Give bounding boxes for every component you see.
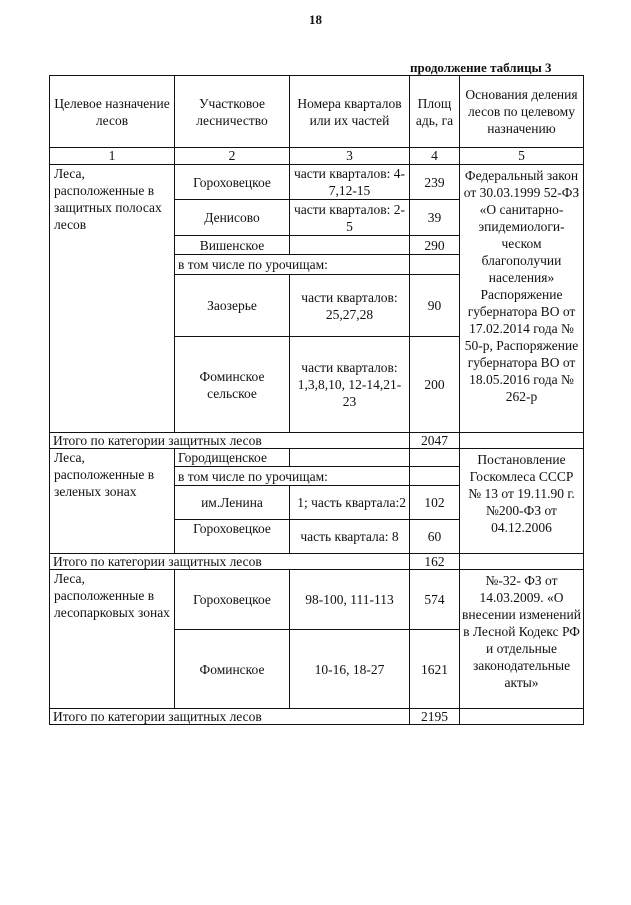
header-basis: Основания деления лесов по целевому назначению [460,76,584,148]
purpose-cell: Леса, расположенные в лесопарковых зонах [50,570,175,709]
district-cell: Фоминское сельское [175,337,290,433]
table-row [50,165,584,200]
basis-cell: Федеральный закон от 30.03.1999 52-ФЗ «О санитарно-эпидемиологи-ческом благополучии населения» Распоряжение губернатора ВО от 17.02.2014 года № 50-р, Распоряжение губернатора ВО от 18.05.2016 года № 262-р [460,165,584,433]
area-cell [410,255,460,275]
total-row [50,433,584,449]
area-cell: 60 [410,520,460,554]
continuation-label: продолжение таблицы 3 [410,60,552,75]
total-area: 162 [410,554,460,570]
header-quarters: Номера кварталов или их частей [290,76,410,148]
column-number: 3 [290,148,410,165]
area-cell: 290 [410,236,460,255]
quarters-cell: части кварталов: 1,3,8,10, 12-14,21-23 [290,337,410,433]
district-cell: Гороховецкое [175,520,290,554]
total-label: Итого по категории защитных лесов [50,554,410,570]
quarters-cell [290,236,410,255]
quarters-cell: части кварталов: 2-5 [290,200,410,236]
quarters-cell: 10-16, 18-27 [290,630,410,709]
basis-cell: Постановление Госкомлеса СССР № 13 от 19.11.90 г. №200-ФЗ от 04.12.2006 [460,449,584,554]
district-cell: Гороховецкое [175,165,290,200]
area-cell [410,467,460,486]
header-purpose: Целевое назначение лесов [50,76,175,148]
column-number: 2 [175,148,290,165]
basis-cell: №-32- ФЗ от 14.03.2009. «О внесении изменений в Лесной Кодекс РФ и отдельные законодательные акты» [460,570,584,709]
quarters-cell: 98-100, 111-113 [290,570,410,630]
district-cell: Вишенское [175,236,290,255]
total-label: Итого по категории защитных лесов [50,709,410,725]
purpose-cell: Леса, расположенные в защитных полосах лесов [50,165,175,433]
district-cell: Заозерье [175,275,290,337]
area-cell: 239 [410,165,460,200]
quarters-cell: часть квартала: 8 [290,520,410,554]
quarters-cell: части кварталов: 25,27,28 [290,275,410,337]
quarters-cell: части кварталов: 4-7,12-15 [290,165,410,200]
area-cell: 39 [410,200,460,236]
subheader-cell: в том числе по урочищам: [175,255,410,275]
total-row [50,709,584,725]
quarters-cell [290,449,410,467]
quarters-cell: 1; часть квартала:2 [290,486,410,520]
subheader-cell: в том числе по урочищам: [175,467,410,486]
total-area: 2047 [410,433,460,449]
header-district: Участковое лесничество [175,76,290,148]
district-cell: Фоминское [175,630,290,709]
page-number: 18 [309,12,322,27]
district-cell: им.Ленина [175,486,290,520]
area-cell: 1621 [410,630,460,709]
area-cell: 574 [410,570,460,630]
table-row [50,570,584,630]
column-number: 4 [410,148,460,165]
total-label: Итого по категории защитных лесов [50,433,410,449]
column-number: 5 [460,148,584,165]
table-row [50,449,584,467]
area-cell: 90 [410,275,460,337]
area-cell: 102 [410,486,460,520]
district-cell: Денисово [175,200,290,236]
district-cell: Гороховецкое [175,570,290,630]
district-cell: Городищенское [175,449,290,467]
forest-purpose-table [49,75,584,725]
column-number: 1 [50,148,175,165]
area-cell: 200 [410,337,460,433]
area-cell [410,449,460,467]
header-area: Площ адь, га [410,76,460,148]
purpose-cell: Леса, расположенные в зеленых зонах [50,449,175,554]
total-area: 2195 [410,709,460,725]
total-row [50,554,584,570]
